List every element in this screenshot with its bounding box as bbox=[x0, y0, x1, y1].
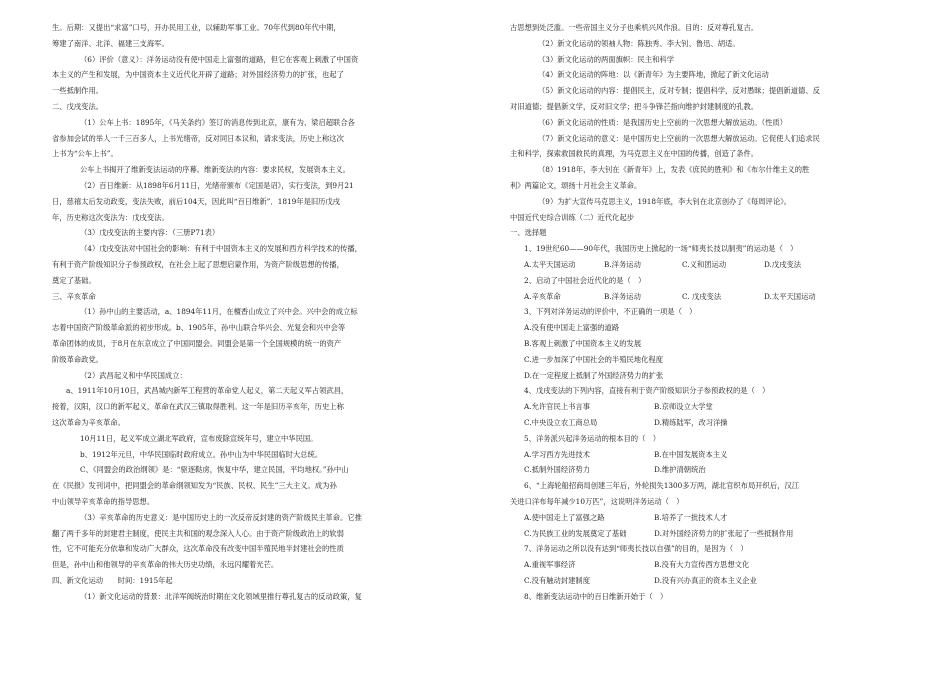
question-item bbox=[510, 304, 916, 383]
answer-option: D.在一定程度上抵制了外国经济势力的扩张 bbox=[524, 370, 664, 380]
text-line: （2）新文化运动的领袖人物：陈独秀、李大钊、鲁迅、胡适。 bbox=[538, 38, 740, 48]
answer-option: C.义和团运动 bbox=[682, 259, 727, 269]
answer-option: C.进一步加深了中国社会的半殖民地化程度 bbox=[524, 354, 663, 364]
text-line: 志着中国资产阶级革命派的初步形成。b、1905年，孙中山联合华兴会、光复会和兴中会等 bbox=[52, 323, 346, 333]
text-line: （6）新文化运动的性质：是我国历史上空前的一次思想大解放运动。（性质） bbox=[538, 117, 788, 127]
text-line: 接着，汉阳，汉口的新军起义，革命在武汉三镇取得胜利。这一年是旧历辛亥年，历史上称 bbox=[52, 402, 344, 412]
answer-option: D.戊戌变法 bbox=[764, 259, 802, 269]
question-stem: 2、启动了中国社会近代化的是（ ） bbox=[524, 275, 646, 285]
text-line: （5）新文化运动的内容：提倡民主，反对专制；提倡科学，反对愚昧；提倡新道德、反 bbox=[538, 86, 820, 96]
answer-option: B.洋务运动 bbox=[604, 291, 641, 301]
answer-option: D.对外国经济势力的扩张起了一些抵制作用 bbox=[654, 528, 794, 538]
question-item bbox=[510, 541, 916, 588]
text-line: 筹建了南洋、北洋、福建三支海军。 bbox=[52, 38, 169, 48]
text-line: 四、新文化运动 时间：1915年起 bbox=[52, 575, 173, 585]
question-stem: 8、维新变法运动中的百日维新开始于（ ） bbox=[524, 591, 668, 601]
option-row bbox=[510, 447, 916, 463]
question-stem: 1、19世纪60——90年代，我国历史上掀起的一场“师夷长技以制夷”的运动是（ ） bbox=[524, 244, 798, 254]
text-line: 三、辛亥革命 bbox=[52, 291, 96, 301]
question-stem: 4、戊戌变法的下列内容，直接有利于资产阶级知识分子参预政权的是（ ） bbox=[524, 386, 770, 396]
text-line: （4）新文化运动的阵地：以《新青年》为主要阵地，掀起了新文化运动 bbox=[538, 70, 769, 80]
text-line: 本主义的产生和发展，为中国资本主义近代化开辟了道路；对外国经济势力的扩张，也起了 bbox=[52, 70, 344, 80]
answer-option: C. 戊戌变法 bbox=[682, 291, 722, 301]
text-line: （1）孙中山的主要活动，a、1894年11月，在檀香山成立了兴中会。兴中会的成立标 bbox=[80, 307, 358, 317]
text-line: 年，历史称这次变法为：戊戌变法。 bbox=[52, 212, 169, 222]
option-row bbox=[510, 368, 916, 384]
text-line: 革命团体的成员，于8月在东京成立了中国同盟会。同盟会是第一个全国规模的统一的资产 bbox=[52, 338, 342, 348]
text-line: b、1912年元旦，中华民国临时政府成立。孙中山为中华民国临时大总统。 bbox=[80, 449, 323, 459]
option-row bbox=[510, 399, 916, 415]
option-row bbox=[510, 336, 916, 352]
text-line: 主和科学，探索救国救民的真理，为马克思主义在中国的传播，创造了条件。 bbox=[510, 149, 759, 159]
text-line: 10月11日，起义军成立湖北军政府，宣布废除宣统年号，建立中华民国。 bbox=[80, 433, 318, 443]
answer-option: A.重视军事经济 bbox=[524, 560, 576, 570]
text-line: 古思想到处泛滥。一些帝国主义分子也乘机兴风作浪。目的：反对尊孔复古。 bbox=[510, 23, 759, 32]
option-row bbox=[510, 320, 916, 336]
answer-option: B.洋务运动 bbox=[604, 259, 641, 269]
answer-option: C.中央设立农工商总局 bbox=[524, 417, 598, 427]
text-line: 上书为“公车上书”。 bbox=[52, 149, 118, 159]
notes-continuation bbox=[510, 20, 916, 210]
answer-option: B.没有大力宣传西方思想文化 bbox=[654, 560, 750, 570]
text-line: （1）公车上书：1895年，《马关条约》签订的消息传到北京，康有为、梁启超联合各 bbox=[80, 117, 355, 127]
text-line: 二、戊戌变法。 bbox=[52, 101, 104, 111]
option-row bbox=[510, 510, 916, 526]
option-row bbox=[510, 415, 916, 431]
answer-option: B.京师设立大学堂 bbox=[654, 402, 713, 412]
text-line: 一些抵制作用。 bbox=[52, 86, 104, 96]
text-line: 公车上书揭开了维新变法运动的序幕。维新变法的内容：要求民权，发展资本主义。 bbox=[80, 165, 350, 175]
text-line: （7）新文化运动的意义：是中国历史上空前的一次思想大解放运动。它促使人们追求民 bbox=[538, 133, 820, 143]
option-row bbox=[510, 257, 916, 273]
answer-option: A.学习西方先进技术 bbox=[524, 449, 590, 459]
answer-option: A.允许官民上书言事 bbox=[524, 402, 590, 412]
text-line: （8）1918年，李大钊在《新青年》上，发表《庶民的胜利》和《布尔什维主义的胜 bbox=[538, 165, 810, 175]
text-line: （1）新文化运动的背景：北洋军阀统治时期在文化领域里推行尊孔复古的反动政策，复 bbox=[80, 591, 362, 601]
answer-option: A.没有使中国走上富强的道路 bbox=[524, 323, 620, 333]
option-row bbox=[510, 289, 916, 305]
right-column bbox=[510, 20, 916, 604]
text-line: （6）评价（意义）：洋务运动没有使中国走上富强的道路，但它在客观上刺激了中国资 bbox=[80, 54, 359, 64]
question-stem-continued: 关进口洋布每年减少10万匹”，这说明洋务运动（ ） bbox=[510, 496, 684, 506]
answer-option: D.精练陆军，改习洋操 bbox=[654, 417, 728, 427]
answer-option: A.太平天国运动 bbox=[524, 259, 576, 269]
answer-option: B.培养了一批技术人才 bbox=[654, 512, 728, 522]
question-stem: 7、洋务运动之所以没有达到“师夷长技以自强”的目的，是因为（ ） bbox=[524, 544, 748, 554]
answer-option: A.辛亥革命 bbox=[524, 291, 561, 301]
text-line: 对旧道德；提倡新文学，反对旧文学；把斗争锋芒指向维护封建制度的孔教。 bbox=[510, 101, 759, 111]
question-stem: 3、下列对洋务运动的评价中，不正确的一项是（ ） bbox=[524, 307, 697, 317]
text-line: 阶级革命政党。 bbox=[52, 354, 104, 364]
question-item bbox=[510, 273, 916, 305]
text-line: （4）戊戌变法对中国社会的影响：有利于中国资本主义的发展和西方科学技术的传播， bbox=[80, 244, 362, 254]
exercise-title: 中国近代史综合训练（二）近代化起步 bbox=[510, 212, 635, 222]
text-line: （9）为扩大宣传马克思主义，1918年底，李大钊在北京创办了《每周评论》。 bbox=[538, 196, 792, 206]
text-line: （2）百日维新：从1898年6月11日，光绪帝颁布《定国是诏》，实行变法，到9月21 bbox=[80, 180, 354, 190]
text-line: 性，它不可能充分依靠和发动广大群众，这次革命没有改变中国半殖民地半封建社会的性质 bbox=[52, 544, 344, 554]
option-row bbox=[510, 573, 916, 589]
option-row bbox=[510, 526, 916, 542]
text-line: （3）新文化运动的两面旗帜：民主和科学 bbox=[538, 54, 674, 64]
answer-option: D.维护清朝统治 bbox=[654, 465, 706, 475]
text-line: 这次革命为辛亥革命。 bbox=[52, 417, 125, 427]
text-line: 日，慈禧太后发动政变，变法失败，前后104天，因此叫“百日维新”．1819年是旧历戊戌 bbox=[52, 196, 341, 206]
answer-option: D.没有兴办真正的资本主义企业 bbox=[654, 575, 757, 585]
text-line: （3）辛亥革命的历史意义：是中国历史上的一次反帝反封建的资产阶级民主革命。它推 bbox=[80, 512, 362, 522]
text-line: 生。后期：又提出“求富”口号，开办民用工业，以辅助军事工业。70年代到80年代中期， bbox=[52, 23, 341, 32]
text-line: a、1911年10月10日，武昌城内新军工程营的革命党人起义，第二天起义军占领武昌， bbox=[66, 386, 349, 396]
answer-option: C.抵制外国经济势力 bbox=[524, 465, 591, 475]
text-line: C、《同盟会的政治纲领》是：“驱逐鞑虏，恢复中华，建立民国，平均地权。”孙中山 bbox=[80, 465, 349, 475]
text-line: 有利于资产阶级知识分子参预政权，在社会上起了思想启蒙作用，为资产阶级思想的传播， bbox=[52, 259, 344, 269]
question-item bbox=[510, 241, 916, 273]
question-item bbox=[510, 431, 916, 478]
question-stem: 6、“上海轮船招商局创建三年后，外轮损失1300多万两，湖北官织布局开织后，汉江 bbox=[524, 481, 800, 491]
text-line: 但是，孙中山和他领导的辛亥革命的伟大历史功绩，永远闪耀着光芒。 bbox=[52, 560, 279, 570]
text-line: 省参加会试的举人一千三百多人，上书光绪帝，反对同日本议和，请求变法，历史上称这次 bbox=[52, 133, 344, 143]
question-item bbox=[510, 383, 916, 430]
answer-option: C.为民族工业的发展奠定了基础 bbox=[524, 528, 627, 538]
text-line: （2）武昌起义和中华民国成立： bbox=[80, 370, 187, 380]
question-list bbox=[510, 241, 916, 604]
text-line: 利》两篇论文，颂扬十月社会主义革命。 bbox=[510, 180, 642, 190]
text-line: 翻了两千多年的封建君主制度，使民主共和国的观念深入人心。由于资产阶级政治上的软弱 bbox=[52, 528, 344, 538]
question-stem: 5、洋务派兴起洋务运动的根本目的（ ） bbox=[524, 433, 660, 443]
answer-option: A.使中国走上了富强之路 bbox=[524, 512, 605, 522]
answer-option: B.客观上刺激了中国资本主义的发展 bbox=[524, 338, 642, 348]
answer-option: D.太平天国运动 bbox=[764, 291, 816, 301]
question-item bbox=[510, 589, 916, 605]
option-row bbox=[510, 352, 916, 368]
text-line: 奠定了基础。 bbox=[52, 275, 96, 285]
answer-option: B.在中国发展资本主义 bbox=[654, 449, 728, 459]
option-row bbox=[510, 557, 916, 573]
exercise-section-heading: 一、选择题 bbox=[510, 228, 547, 238]
option-row bbox=[510, 462, 916, 478]
left-column bbox=[52, 20, 458, 604]
text-line: （3）戊戌变法的主要内容：（三册P71表） bbox=[80, 228, 220, 238]
question-item bbox=[510, 478, 916, 541]
answer-option: C.没有触动封建制度 bbox=[524, 575, 591, 585]
text-line: 中山领导辛亥革命的指导思想。 bbox=[52, 496, 155, 506]
text-line: 在《民报》发刊词中，把同盟会的革命纲领知发为“民族、民权、民生”三大主义。成为孙 bbox=[52, 481, 337, 491]
